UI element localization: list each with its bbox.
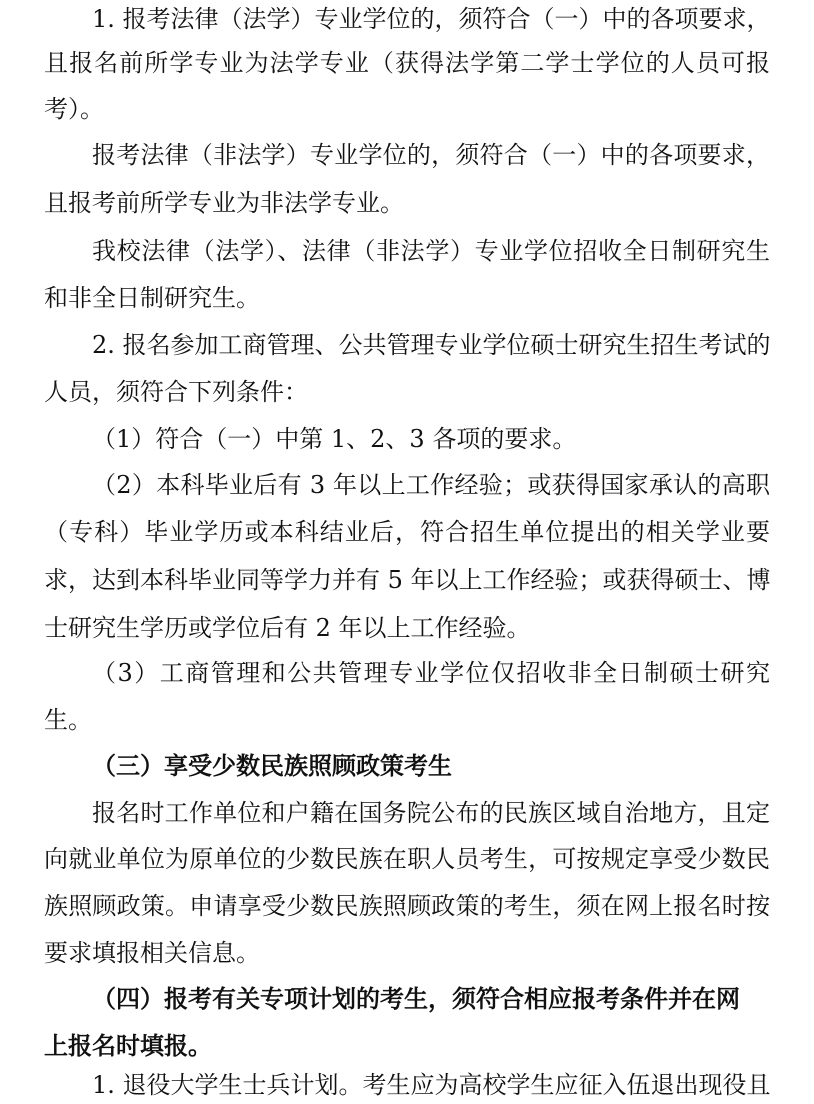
paragraph-line: 族照顾政策。申请享受少数民族照顾政策的考生，须在网上报名时按 (44, 892, 770, 920)
paragraph-line: 报名时工作单位和户籍在国务院公布的民族区域自治地方，且定 (92, 799, 770, 827)
section-heading-continued: 上报名时填报。 (44, 1031, 212, 1060)
list-item-line: （3）工商管理和公共管理专业学位仅招收非全日制硕士研究 (92, 659, 770, 687)
paragraph-line: 生。 (44, 706, 92, 734)
paragraph-line: （专科）毕业学历或本科结业后，符合招生单位提出的相关学业要 (44, 518, 770, 546)
paragraph-line: 人员，须符合下列条件： (44, 378, 308, 406)
paragraph-line: 和非全日制研究生。 (44, 284, 260, 312)
paragraph-line: 1. 退役大学生士兵计划。考生应为高校学生应征入伍退出现役且 (92, 1071, 771, 1099)
paragraph-line: 2. 报名参加工商管理、公共管理专业学位硕士研究生招生考试的 (92, 331, 771, 359)
list-item-line: （1）符合（一）中第 1、2、3 各项的要求。 (92, 425, 577, 453)
list-item-line: （2）本科毕业后有 3 年以上工作经验；或获得国家承认的高职 (92, 471, 770, 499)
paragraph-line: 求，达到本科毕业同等学力并有 5 年以上工作经验；或获得硕士、博 (44, 566, 771, 594)
paragraph-line: 士研究生学历或学位后有 2 年以上工作经验。 (44, 614, 531, 642)
paragraph-line: 1. 报考法律（法学）专业学位的，须符合（一）中的各项要求， (92, 5, 771, 33)
paragraph-line: 且报名前所学专业为法学专业（获得法学第二学士学位的人员可报 (44, 49, 770, 77)
section-heading: （三）享受少数民族照顾政策考生 (92, 751, 452, 780)
paragraph-line: 且报考前所学专业为非法学专业。 (44, 189, 404, 217)
paragraph-line: 报考法律（非法学）专业学位的，须符合（一）中的各项要求， (92, 141, 770, 169)
paragraph-line: 考）。 (44, 95, 104, 123)
paragraph-line: 向就业单位为原单位的少数民族在职人员考生，可按规定享受少数民 (44, 845, 770, 873)
paragraph-line: 要求填报相关信息。 (44, 939, 260, 967)
section-heading: （四）报考有关专项计划的考生，须符合相应报考条件并在网 (92, 984, 740, 1013)
paragraph-line: 我校法律（法学）、法律（非法学）专业学位招收全日制研究生 (92, 237, 770, 265)
